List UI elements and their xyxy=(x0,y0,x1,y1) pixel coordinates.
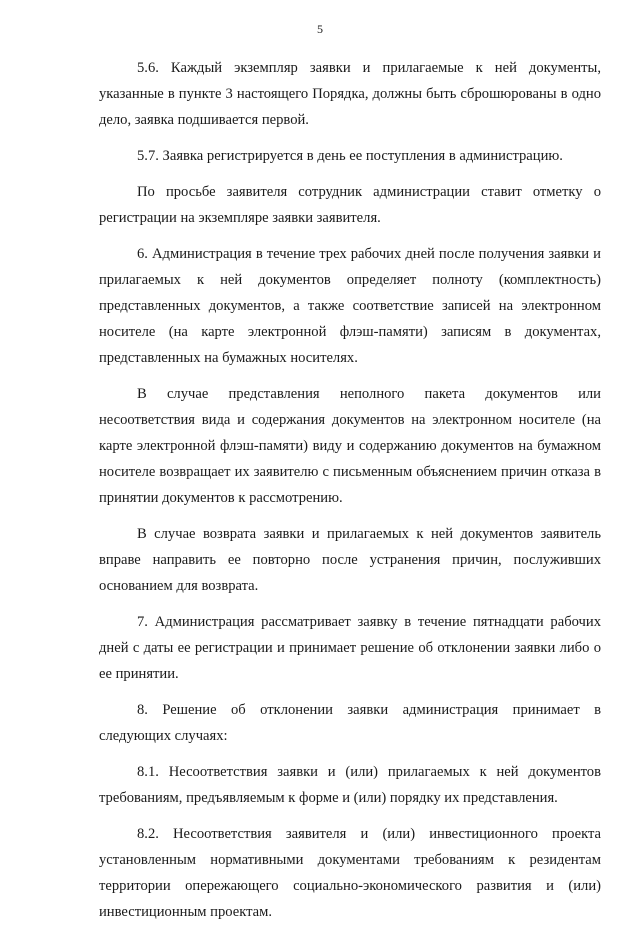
page-number: 5 xyxy=(317,22,323,36)
paragraph-5-6: 5.6. Каждый экземпляр заявки и прилагаемые к ней документы, указанные в пункте 3 настоящего Порядка, должны быть сброшюрованы в одно дело, заявка подшивается первой. xyxy=(99,60,601,128)
paragraph-5-7: 5.7. Заявка регистрируется в день ее поступления в администрацию. xyxy=(137,148,563,164)
paragraph-8: 8. Решение об отклонении заявки администрация принимает в следующих случаях: xyxy=(99,702,601,744)
paragraph-6: 6. Администрация в течение трех рабочих дней после получения заявки и прилагаемых к ней документов определяет полноту (комплектность) представленных документов, а также соответствие записей на электронном носителе (на карте электронной флэш-памяти) записям в документах, представленных на бумажных носителях. xyxy=(99,246,601,366)
paragraph-7: 7. Администрация рассматривает заявку в течение пятнадцати рабочих дней с даты ее регистрации и принимает решение об отклонении заявки либо о ее принятии. xyxy=(99,614,601,682)
paragraph-registration-mark: По просьбе заявителя сотрудник администрации ставит отметку о регистрации на экземпляре заявки заявителя. xyxy=(99,184,601,226)
paragraph-incomplete-package: В случае представления неполного пакета документов или несоответствия вида и содержания документов на электронном носителе (на карте электронной флэш-памяти) виду и содержанию документов на бумажном носителе возвращает их заявителю с письменным объяснением причин отказа в принятии документов к рассмотрению. xyxy=(99,386,601,506)
paragraph-8-2: 8.2. Несоответствия заявителя и (или) инвестиционного проекта установленным нормативными документами требованиям к резидентам территории опережающего социально-экономического развития и (или) инвестиционным проектам. xyxy=(99,826,601,920)
document-body xyxy=(99,55,601,925)
paragraph-return: В случае возврата заявки и прилагаемых к ней документов заявитель вправе направить ее повторно после устранения причин, послуживших основанием для возврата. xyxy=(99,526,601,594)
paragraph-8-1: 8.1. Несоответствия заявки и (или) прилагаемых к ней документов требованиям, предъявляемым к форме и (или) порядку их представления. xyxy=(99,764,601,806)
